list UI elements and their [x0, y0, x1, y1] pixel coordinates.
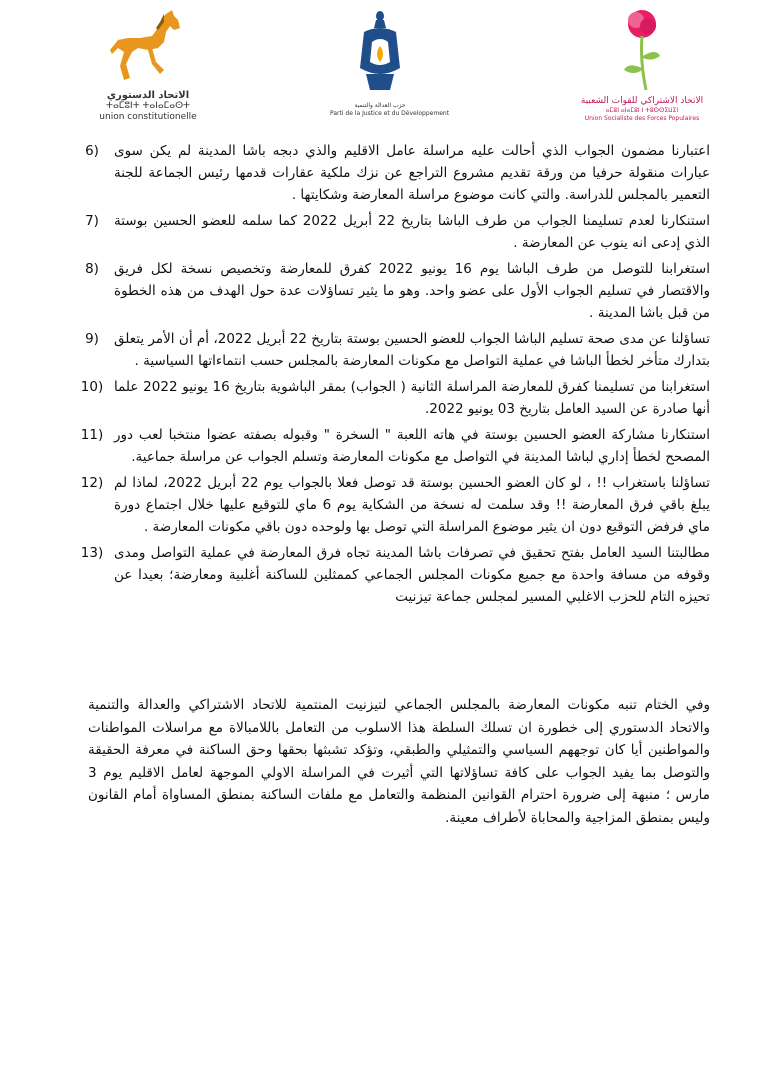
item-number: 12)	[80, 475, 104, 491]
usfp-logo	[572, 6, 712, 123]
logo-left-name-ar: الاتحاد الدستوري	[106, 90, 190, 101]
logo-left-name-tifinagh: ⵜⴰⵎⵓⵏⵜ ⵜⴰⵏⴰⵎⴰⵙⵜ	[106, 101, 190, 111]
logo-left-name-fr: union constitutionelle	[99, 112, 197, 122]
item-text: استنكارنا مشاركة العضو الحسين بوستة في هاته اللعبة " السخرة " وقبوله بصفته عضوا منتخبا لعب دور المصحح لخطأ إداري لباشا المدينة في التواصل مع مكونات المعارضة وتسلم الجواب عن مراسلة جماعية.	[114, 427, 710, 465]
numbered-points	[70, 140, 710, 612]
union-constitutionnelle-logo	[88, 8, 208, 123]
item-text: تساؤلنا عن مدى صحة تسليم الباشا الجواب للعضو الحسين بوستة بتاريخ 22 أبريل 2022، أم أن الأمر يتعلق بتدارك متأخر لخطأ الباشا في عملية التواصل مع مكونات المعارضة بالمجلس حسب انتماءاتها السياسية .	[114, 331, 710, 369]
item-number: 9)	[85, 331, 99, 347]
logo-center-name-fr: Parti de la Justice et du Développement	[330, 110, 450, 117]
item-text: تساؤلنا باستغراب !! ، لو كان العضو الحسين بوستة قد توصل فعلا بالجواب يوم 22 أبريل 2022، لماذا لم يبلغ باقي فرق المعارضة !! وقد سلمت له نسخة من الشكاية يوم 6 ماي للتوقيع عليها خلال اجتماع دورة ماي فرفض التوقيع دون ان يثير موضوع المراسلة التي توصل بها ولوحده دون باقي مكونات المعارضة .	[114, 475, 710, 535]
closing-paragraph: وفي الختام تنبه مكونات المعارضة بالمجلس الجماعي لتيزنيت المنتمية للاتحاد الاشتراكي والعدالة والتنمية والاتحاد الدستوري إلى خطورة ان تسلك السلطة هذا الاسلوب من التعامل باللامبالاة مع مراسلات المواطنات والمواطنين أيا كان توجههم السياسي والتمثيلي والطبقي، وتؤكد تشبثها بحقها وحق الساكنة في معرفة الحقيقة والتوصل بما يفيد الجواب على كافة تساؤلاتها التي أثيرت في المراسلة الاولي الموجهة لعامل الاقليم يوم 3 مارس ؛ منبهة إلى ضرورة احترام القوانين المنظمة والتعامل مع ملفات الساكنة بمنطق المساواة أمام القانون وليس بمنطق المزاجية والمحاباة لأطراف معينة.	[88, 697, 710, 826]
item-text: اعتبارنا مضمون الجواب الذي أحالت عليه مراسلة عامل الاقليم والذي دبجه باشا المدينة لم يكن سوى عبارات منقولة حرفيا من ورقة تقديم مشروع التراجع عن نزك ملكية عقارات قدمها رئيس الجماعة للجنة التعمير بالمجلس للدراسة. والتي كانت موضوع مراسلة المعارضة وشكايتها .	[114, 143, 710, 203]
logo-right-name-tifinagh: ⴰⵎⵓⵏ ⴰⵏⴰⵎⵓⵏ ⵏ ⵜⵓⵙⵙⵉⵡⵉⵏ	[605, 107, 679, 114]
horse-icon	[108, 8, 188, 86]
logo-center-name-ar: حزب العدالة والتنمية	[354, 102, 406, 109]
rose-icon	[612, 6, 672, 92]
item-number: 6)	[85, 143, 99, 159]
item-number: 7)	[85, 213, 99, 229]
item-number: 8)	[85, 261, 99, 277]
item-number: 10)	[80, 379, 104, 395]
header-logos	[0, 0, 768, 125]
list-item	[70, 376, 710, 420]
list-item	[70, 210, 710, 254]
logo-right-name-ar: الاتحاد الاشتراكي للقوات الشعبية	[580, 96, 704, 106]
list-item	[70, 472, 710, 538]
item-text: استغرابنا للتوصل من طرف الباشا يوم 16 يونيو 2022 كفرق للمعارضة وتخصيص نسخة لكل فريق والاقتصار في تسليم الجواب الأول على عضو واحد. وهو ما يثير تساؤلات عدة حول الهدف من هذه الخطوة من قبل باشا المدينة .	[114, 261, 710, 321]
lamp-icon	[350, 10, 410, 98]
list-item	[70, 140, 710, 206]
list-item	[70, 258, 710, 324]
item-text: استغرابنا من تسليمنا كفرق للمعارضة المراسلة الثانية ( الجواب) بمقر الباشوية بتاريخ 16 يونيو 2022 علما أنها صادرة عن السيد العامل بتاريخ 03 يونيو 2022.	[114, 379, 711, 417]
item-text: مطالبتنا السيد العامل بفتح تحقيق في تصرفات باشا المدينة تجاه فرق المعارضة في عملية التواصل ومدى وقوفه من مسافة واحدة مع جميع مكونات المجلس الجماعي كممثلين للساكنة أغلبية ومعارضة؛ بعيدا عن تحيزه التام للحزب الاغلبي المسير لمجلس جماعة تيزنيت	[114, 545, 710, 605]
pjd-logo	[330, 10, 450, 118]
item-number: 13)	[80, 545, 104, 561]
list-item	[70, 328, 710, 372]
list-item	[70, 424, 710, 468]
item-number: 11)	[80, 427, 104, 443]
list-item	[70, 542, 710, 608]
item-text: استنكارنا لعدم تسليمنا الجواب من طرف الباشا بتاريخ 22 أبريل 2022 كما سلمه للعضو الحسين بوستة الذي إدعى انه ينوب عن المعارضة .	[114, 213, 710, 251]
logo-right-name-fr: Union Socialiste des Forces Populaires	[584, 115, 700, 122]
